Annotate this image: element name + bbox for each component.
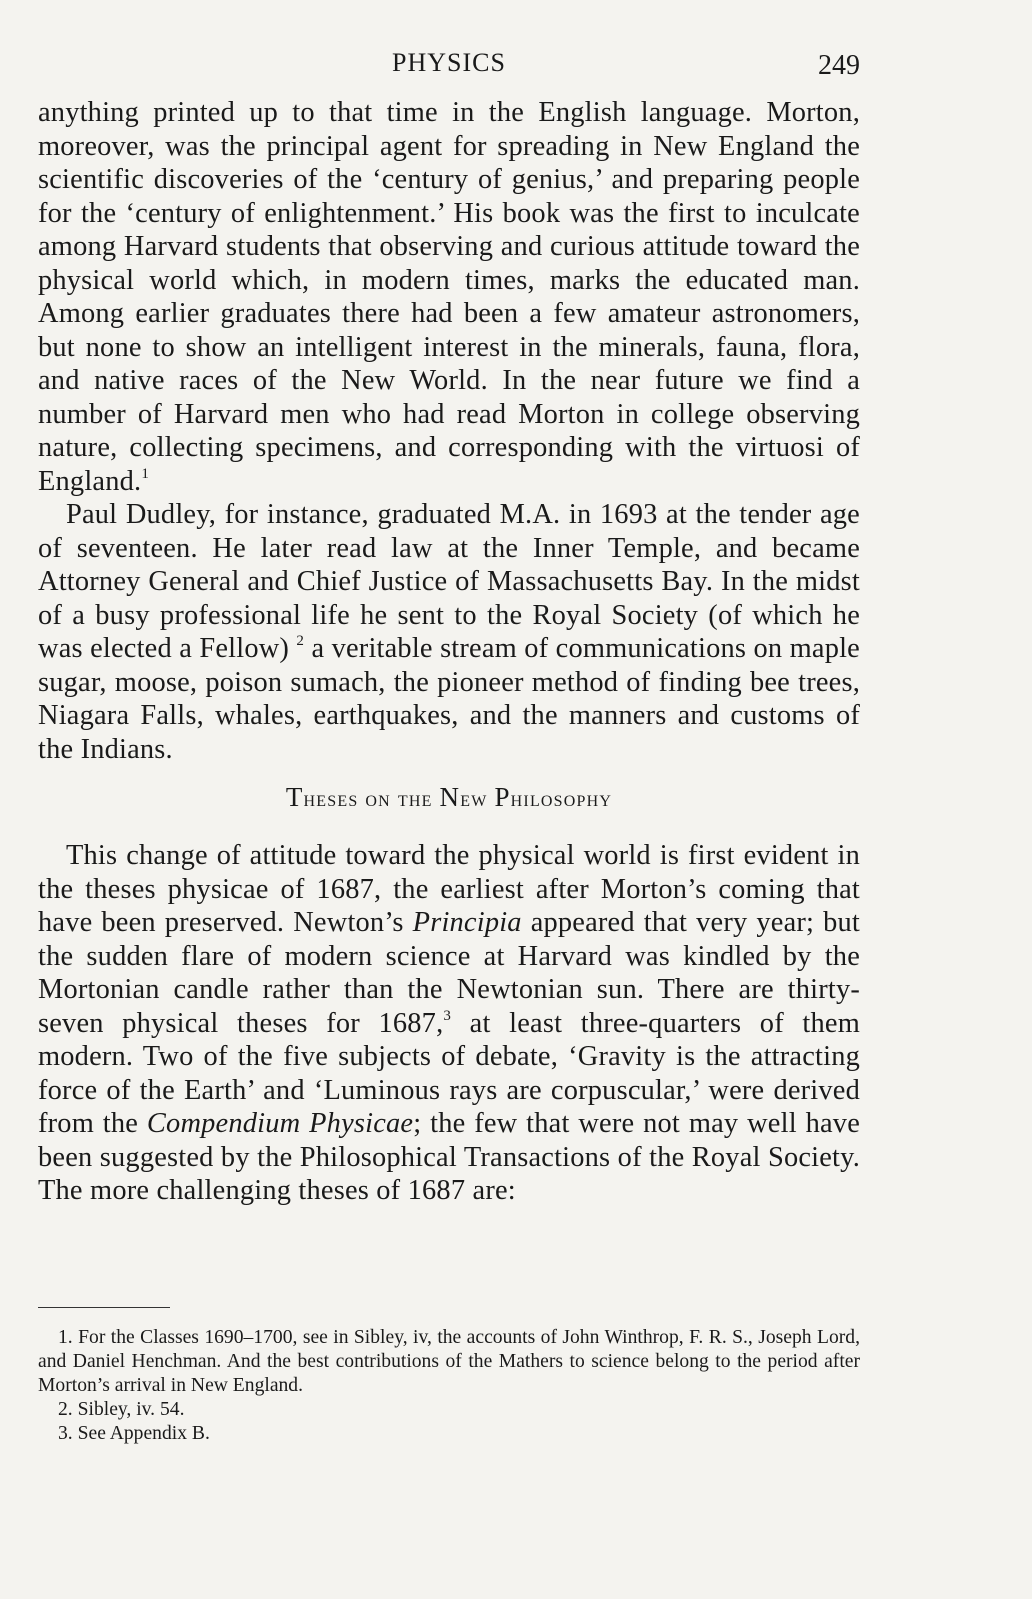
paragraph-3-text-c: at least three-quarters of them modern. Two of the five subjects of debate, ‘Gravity is the attracting force of the Earth’ and ‘Luminous rays are corpuscular,’ were derived from the [38, 1007, 861, 1139]
heading-rest-2: ew [460, 786, 495, 811]
paragraph-2-text-a: Paul Dudley, for instance, graduated M.A. in 1693 at the tender age of seventeen. He later read law at the Inner Temple, and became Attorney General and Chief Justice of Massachusetts Bay. In the midst of a busy professional life he sent to the Royal Society (of which he was elected a Fellow) [38, 499, 860, 664]
paragraph-2 [38, 498, 860, 766]
paragraph-2-text-b: a veritable stream of communications on maple sugar, moose, poison sumach, the pioneer method of finding bee trees, Niagara Falls, whales, earthquakes, and the manners and customs of the Indians. [38, 633, 860, 765]
footnote-ref-3: 3 [443, 1007, 452, 1024]
footnote-2-text: Sibley, iv. 54. [77, 1399, 185, 1420]
footnote-1 [38, 1326, 860, 1398]
paragraph-1-text: anything printed up to that time in the English language. Morton, moreover, was the principal agent for spreading in New England the scientific discoveries of the ‘century of genius,’ and preparing people for the ‘century of enlightenment.’ His book was the first to inculcate among Harvard students that observing and curious attitude toward the physical world which, in modern times, marks the educated man. Among earlier graduates there had been a few amateur astronomers, but none to show an intelligent interest in the minerals, fauna, flora, and native races of the New World. In the near future we find a number of Harvard men who had read Morton in college observing nature, collecting specimens, and corresponding with the virtuosi of England. [38, 97, 860, 497]
footnote-ref-2: 2 [296, 633, 305, 649]
footnote-2 [38, 1398, 860, 1422]
heading-rest-3: hilosophy [510, 786, 613, 811]
paragraph-3-text-a: This change of attitude toward the physical world is first evident in the theses physicae of 1687, the earliest after Morton’s coming that have been preserved. Newton’s [38, 840, 860, 938]
footnote-1-number: 1. [58, 1327, 73, 1348]
paragraph-1 [38, 96, 860, 498]
footnote-2-number: 2. [58, 1399, 73, 1420]
footnote-rule [38, 1307, 170, 1308]
paragraph-3-text-d: ; the few that were not may well have been suggested by the Philosophical Transactions of the Royal Society. The more challenging theses of 1687 are: [38, 1108, 860, 1206]
footnotes [38, 1326, 860, 1446]
footnote-1-text: For the Classes 1690–1700, see in Sibley, iv, the accounts of John Winthrop, F. R. S., Joseph Lord, and Daniel Henchman. And the best contributions of the Mathers to science belong to the period after Morton’s arrival in New England. [38, 1327, 860, 1396]
page-header [38, 48, 860, 88]
compendium-title: Compendium Physicae [146, 1108, 414, 1139]
footnote-3 [38, 1422, 860, 1446]
heading-rest-1: heses on the [303, 786, 440, 811]
footnote-3-number: 3. [58, 1423, 73, 1444]
heading-cap-2: N [439, 782, 461, 812]
footnote-ref-1: 1 [141, 465, 150, 482]
section-heading [38, 782, 860, 813]
heading-cap-1: T [285, 782, 304, 812]
heading-cap-3: P [494, 782, 511, 812]
paragraph-3-text-b: appeared that very year; but the sudden flare of modern science at Harvard was kindled by the Mortonian candle rather than the Newtonian sun. There are thirty-seven physical theses for 1687, [38, 907, 860, 1039]
principia-title: Principia [412, 907, 522, 938]
footnote-3-text: See Appendix B. [77, 1423, 210, 1444]
running-head: PHYSICS [392, 48, 506, 77]
body-text [38, 96, 860, 1208]
page-number: 249 [818, 50, 860, 81]
paragraph-3 [38, 839, 860, 1208]
